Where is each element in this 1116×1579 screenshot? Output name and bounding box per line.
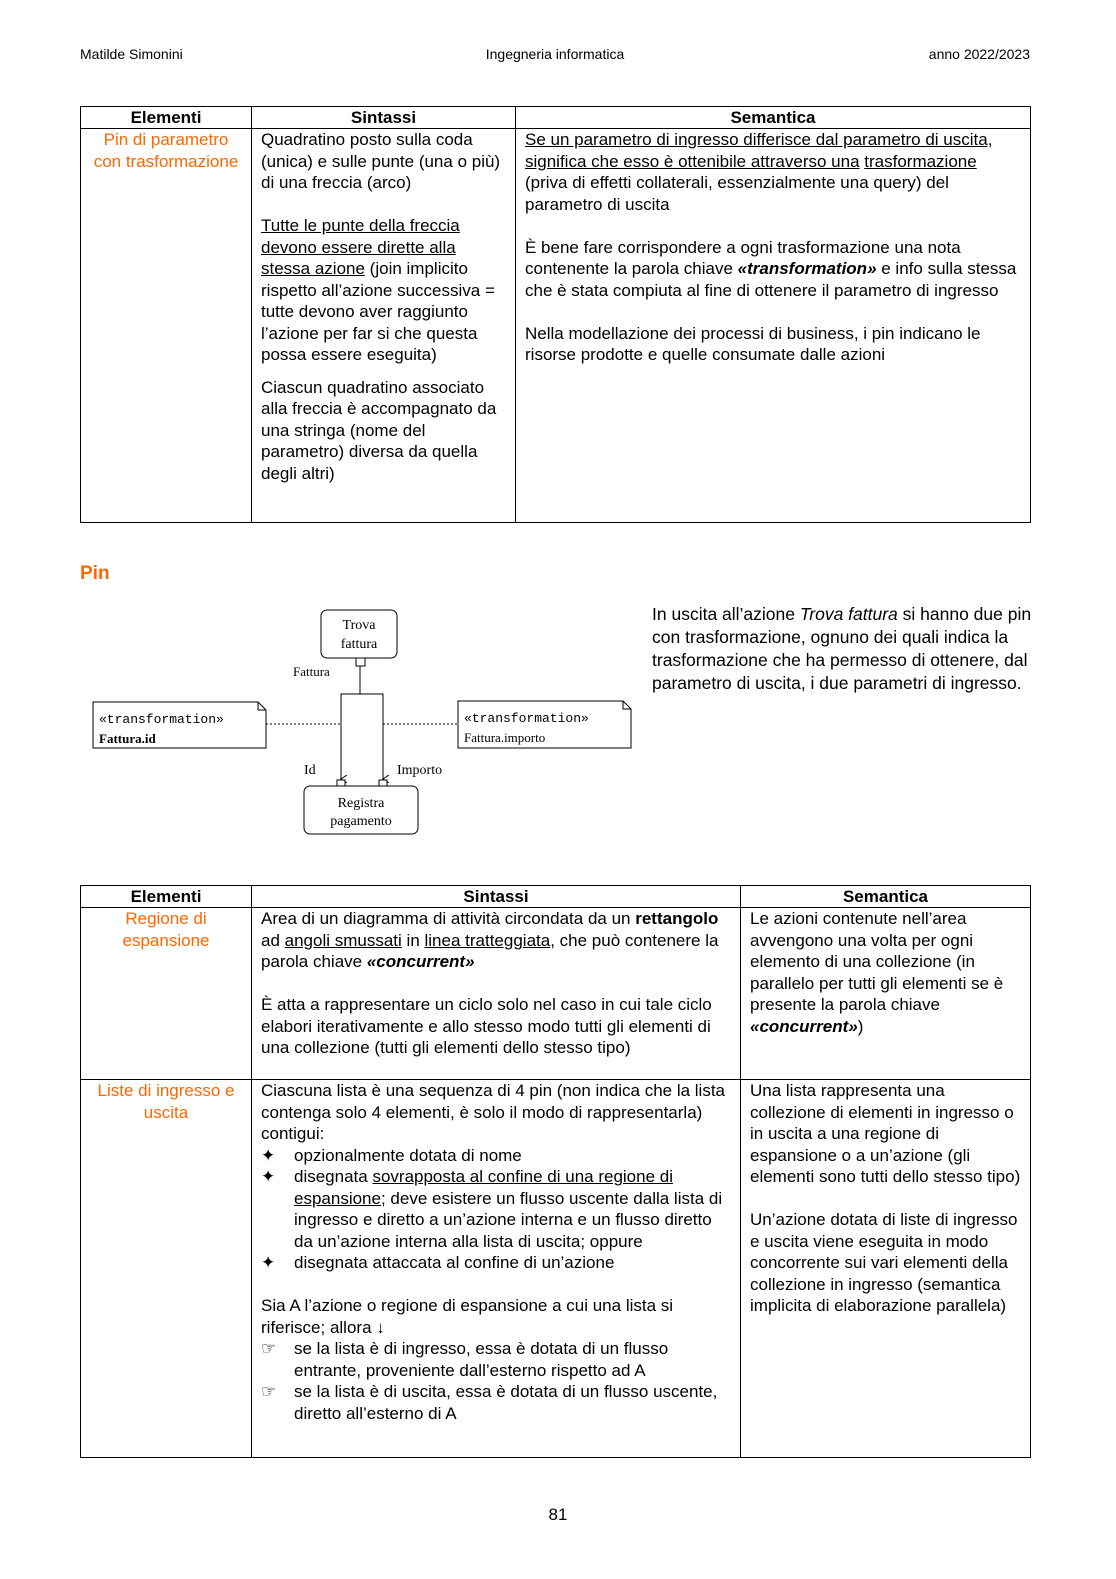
table-row — [81, 129, 1031, 523]
element-name: Pin di parametro con trasformazione — [81, 129, 252, 523]
element-name: Regione di espansione — [81, 908, 252, 1080]
list-item: ✦ opzionalmente dotata di nome — [261, 1145, 522, 1165]
syntax-paragraph: Tutte le punte della freccia devono essere dirette alla stessa azione (join implicito rispetto all’azione successiva = tutte devono aver raggiunto l’azione per far si che questa possa essere eseguita) — [261, 216, 495, 364]
table-pin-transformation — [80, 106, 1031, 523]
list-item: ✦ disegnata sovrapposta al confine di una regione di espansione; deve esistere un flusso uscente dalla lista di ingresso e diretto a un’azione interna e un flusso diretto da un’azione interna alla lista di uscita; oppure — [261, 1167, 723, 1251]
action-label: pagamento — [330, 814, 392, 829]
table-row — [81, 1080, 1031, 1458]
note-param: Fattura.importo — [464, 730, 546, 745]
header-course: Ingegneria informatica — [485, 46, 625, 62]
note-transformation-left — [93, 702, 266, 748]
bullet-list — [261, 1145, 731, 1274]
header-author: Matilde Simonini — [80, 46, 183, 62]
semantics-paragraph: È bene fare corrispondere a ogni trasformazione una nota contenente la parola chiave «transformation» e info sulla stessa che è stata compiuta al fine di ottenere il parametro di ingresso — [525, 237, 1017, 300]
syntax-cell — [252, 1080, 741, 1458]
table-row — [81, 908, 1031, 1080]
syntax-paragraph: Ciascuna lista è una sequenza di 4 pin (non indica che la lista contenga solo 4 elementi, è solo il modo di rappresentarla) contigui: — [261, 1081, 726, 1143]
semantics-cell — [516, 129, 1031, 523]
col-header-sintassi: Sintassi — [252, 107, 516, 129]
action-registra-pagamento — [304, 786, 418, 834]
pointing-hand-icon: ☞ — [261, 1382, 277, 1401]
table-expansion-region — [80, 885, 1031, 1458]
pin-label-importo: Importo — [397, 763, 443, 778]
section-title-pin: Pin — [80, 563, 110, 584]
syntax-paragraph: Quadratino posto sulla coda (unica) e sulle punte (una o più) di una freccia (arco) — [261, 130, 501, 192]
note-param: Fattura.id — [99, 731, 156, 746]
action-trova-fattura — [321, 610, 397, 658]
pin-label-fattura: Fattura — [293, 664, 330, 679]
semantics-paragraph: Un’azione dotata di liste di ingresso e uscita viene eseguita in modo concorrente sui vari elementi della collezione in ingresso (semantica implicita di elaborazione parallela) — [750, 1210, 1018, 1315]
keyword-transformation: «transformation» — [737, 259, 877, 278]
semantics-cell — [741, 908, 1031, 1080]
syntax-paragraph: Ciascun quadratino associato alla freccia è accompagnato da una stringa (nome del parametro) diversa da quella degli altri) — [261, 377, 497, 483]
table-header-row — [81, 886, 1031, 908]
header-year: anno 2022/2023 — [928, 46, 1030, 62]
semantics-paragraph: Le azioni contenute nell’area avvengono una volta per ogni elemento di una collezione (in parallelo per tutti gli elementi se è presente la parola chiave «concurrent») — [750, 909, 1004, 1036]
semantics-cell — [741, 1080, 1031, 1458]
semantics-paragraph: Una lista rappresenta una collezione di elementi in ingresso o in uscita a una regione di espansione o a un’azione (gli elementi sono tutti dello stesso tipo) — [750, 1081, 1021, 1186]
input-pin-importo — [379, 780, 387, 786]
syntax-paragraph: Area di un diagramma di attività circondata da un rettangolo ad angoli smussati in linea tratteggiata, che può contenere la parola chiave «concurrent» — [261, 909, 719, 971]
col-header-semantica: Semantica — [741, 886, 1031, 908]
list-item: ✦ disegnata attaccata al confine di un’azione — [261, 1253, 615, 1272]
note-transformation-right — [458, 701, 631, 748]
col-header-semantica: Semantica — [516, 107, 1031, 129]
syntax-cell — [252, 908, 741, 1080]
note-keyword: «transformation» — [464, 711, 589, 726]
col-header-elementi: Elementi — [81, 107, 252, 129]
table-header-row — [81, 107, 1031, 129]
col-header-elementi: Elementi — [81, 886, 252, 908]
pointing-hand-icon: ☞ — [261, 1339, 277, 1358]
semantics-paragraph: Se un parametro di ingresso differisce dal parametro di uscita, significa che esso è ottenibile attraverso una trasformazione (priva di effetti collaterali, essenzialmente una query) del parametro di uscita — [525, 130, 993, 214]
input-pin-id — [337, 780, 345, 786]
star-bullet-icon: ✦ — [261, 1145, 276, 1165]
keyword-concurrent: «concurrent» — [366, 952, 475, 971]
star-bullet-icon: ✦ — [261, 1167, 276, 1186]
syntax-paragraph: È atta a rappresentare un ciclo solo nel caso in cui tale ciclo elabori iterativamente e allo stesso modo tutti gli elementi di una collezione (tutti gli elementi dello stesso tipo) — [261, 995, 712, 1057]
action-name: Trova fattura — [799, 604, 898, 624]
hand-list — [261, 1338, 731, 1424]
note-keyword: «transformation» — [99, 712, 224, 727]
action-label: Trova — [342, 618, 376, 633]
syntax-paragraph: Sia A l’azione o regione di espansione a cui una lista si riferisce; allora ↓ — [261, 1296, 674, 1337]
page-header — [80, 46, 1030, 68]
syntax-cell — [252, 129, 516, 523]
pin-label-id: Id — [304, 763, 316, 778]
output-pin — [356, 658, 365, 666]
page-number: 81 — [548, 1505, 568, 1524]
keyword-concurrent: «concurrent» — [750, 1016, 858, 1036]
list-item: ☞ se la lista è di ingresso, essa è dotata di un flusso entrante, proveniente dall’esterno rispetto ad A — [261, 1339, 669, 1380]
activity-diagram — [88, 604, 640, 842]
action-label: fattura — [340, 637, 378, 652]
col-header-sintassi: Sintassi — [252, 886, 741, 908]
diagram-description: In uscita all’azione Trova fattura si hanno due pin con trasformazione, ognuno dei quali indica la trasformazione che ha permesso di ottenere, dal parametro di uscita, i due parametri di ingresso. — [652, 604, 1032, 693]
list-item: ☞ se la lista è di uscita, essa è dotata di un flusso uscente, diretto all’esterno di A — [261, 1382, 718, 1423]
star-bullet-icon: ✦ — [261, 1253, 276, 1272]
semantics-paragraph: Nella modellazione dei processi di business, i pin indicano le risorse prodotte e quelle consumate dalle azioni — [525, 323, 981, 364]
element-name: Liste di ingresso e uscita — [81, 1080, 252, 1458]
underlined-text: Tutte le punte della freccia devono essere dirette alla stessa azione — [261, 216, 460, 278]
action-label: Registra — [337, 796, 385, 811]
